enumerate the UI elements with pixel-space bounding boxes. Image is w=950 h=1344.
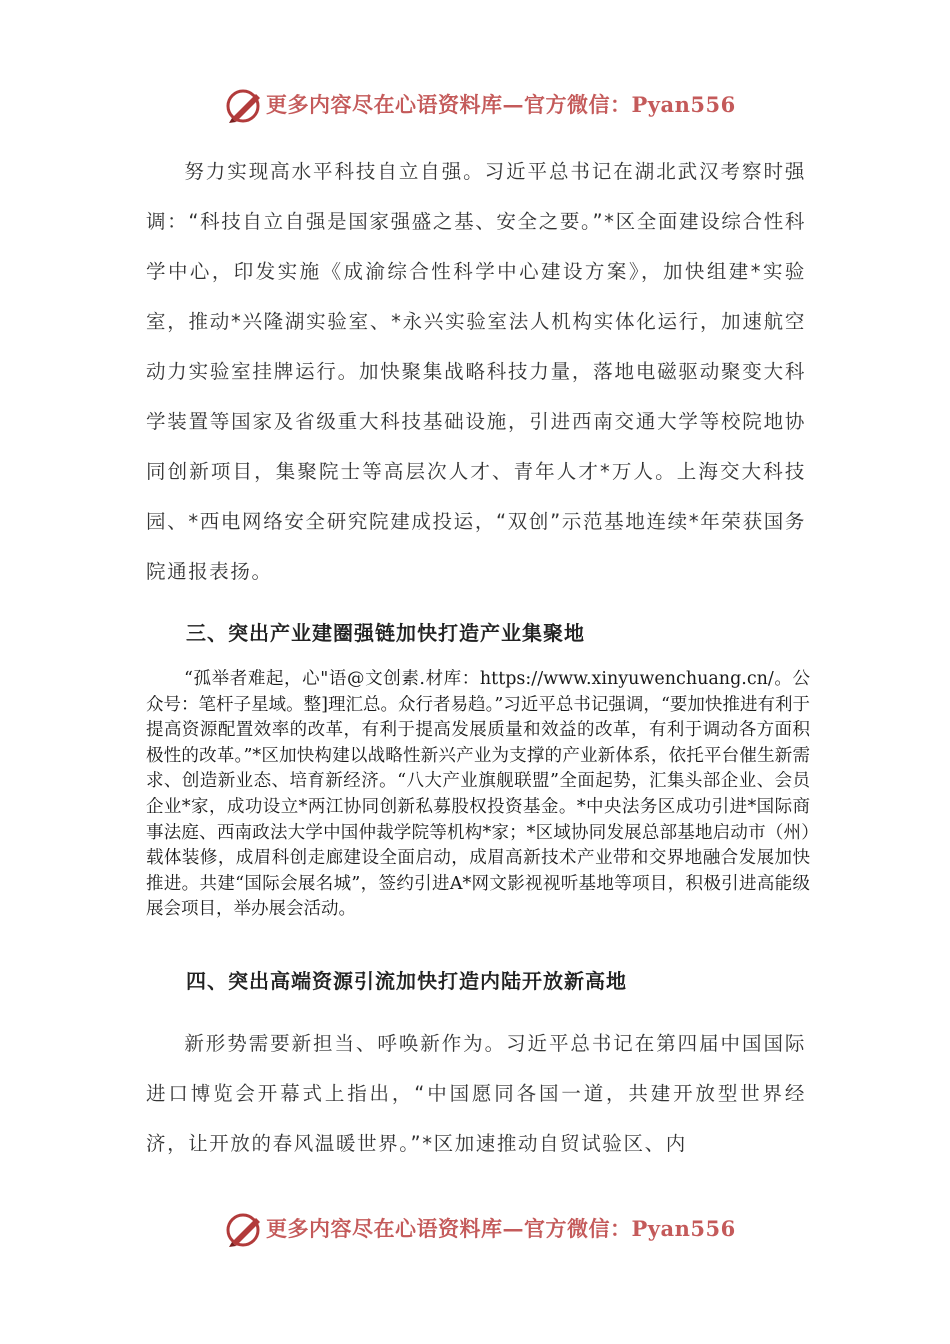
paragraph-opening [146, 1019, 806, 1169]
banner-text: 更多内容尽在心语资料库—官方微信：Pyan556 [266, 1216, 736, 1241]
paragraph-tech-text: 努力实现高水平科技自立自强。习近平总书记在湖北武汉考察时强调：“科技自立自强是国家强盛之基、安全之要。”*区全面建设综合性科学中心，印发实施《成渝综合性科学中心建设方案》，加快组建*实验室，推动*兴隆湖实验室、*永兴实验室法人机构实体化运行，加速航空动力实验室挂牌运行。加快聚集战略科技力量，落地电磁驱动聚变大科学装置等国家及省级重大科技基础设施，引进西南交通大学等校院地协同创新项目，集聚院士等高层次人才、青年人才*万人。上海交大科技园、*西电网络安全研究院建成投运，“双创”示范基地连续*年荣获国务院通报表扬。 [146, 160, 806, 583]
section-heading-4: 四、突出高端资源引流加快打造内陆开放新高地 [186, 969, 627, 993]
banner-text: 更多内容尽在心语资料库—官方微信：Pyan556 [266, 92, 736, 117]
section-heading-3: 三、突出产业建圈强链加快打造产业集聚地 [186, 621, 585, 645]
paragraph-opening-text: 新形势需要新担当、呼唤新作为。习近平总书记在第四届中国国际进口博览会开幕式上指出，“中国愿同各国一道，共建开放型世界经济，让开放的春风温暖世界。”*区加速推动自贸试验区、内 [146, 1032, 806, 1155]
header-banner [0, 82, 950, 130]
paragraph-industry-text: “孤举者难起，心"语@文创素.材库：https://www.xinyuwenchuang.cn/。公众号：笔杆子星域。整]理汇总。众行者易趋。”习近平总书记强调，“要加快推进有利于提高资源配置效率的改革，有利于提高发展质量和效益的改革，有利于调动各方面积极性的改革。”*区加快构建以战略性新兴产业为支撑的产业新体系，依托平台催生新需求、创造新业态、培育新经济。“八大产业旗舰联盟”全面起势，汇集头部企业、会员企业*家，成功设立*两江协同创新私募股权投资基金。*中央法务区成功引进*国际商事法庭、西南政法大学中国仲裁学院等机构*家；*区域协同发展总部基地启动市（州）载体装修，成眉科创走廊建设全面启动，成眉高新技术产业带和交界地融合发展加快推进。共建“国际会展名城”，签约引进A*网文影视视听基地等项目，积极引进高能级展会项目，举办展会活动。 [146, 669, 810, 920]
pen-logo-icon [226, 1212, 264, 1248]
paragraph-industry [146, 667, 810, 923]
footer-banner [0, 1206, 950, 1254]
pen-logo-icon [226, 88, 264, 124]
paragraph-tech [146, 147, 806, 597]
